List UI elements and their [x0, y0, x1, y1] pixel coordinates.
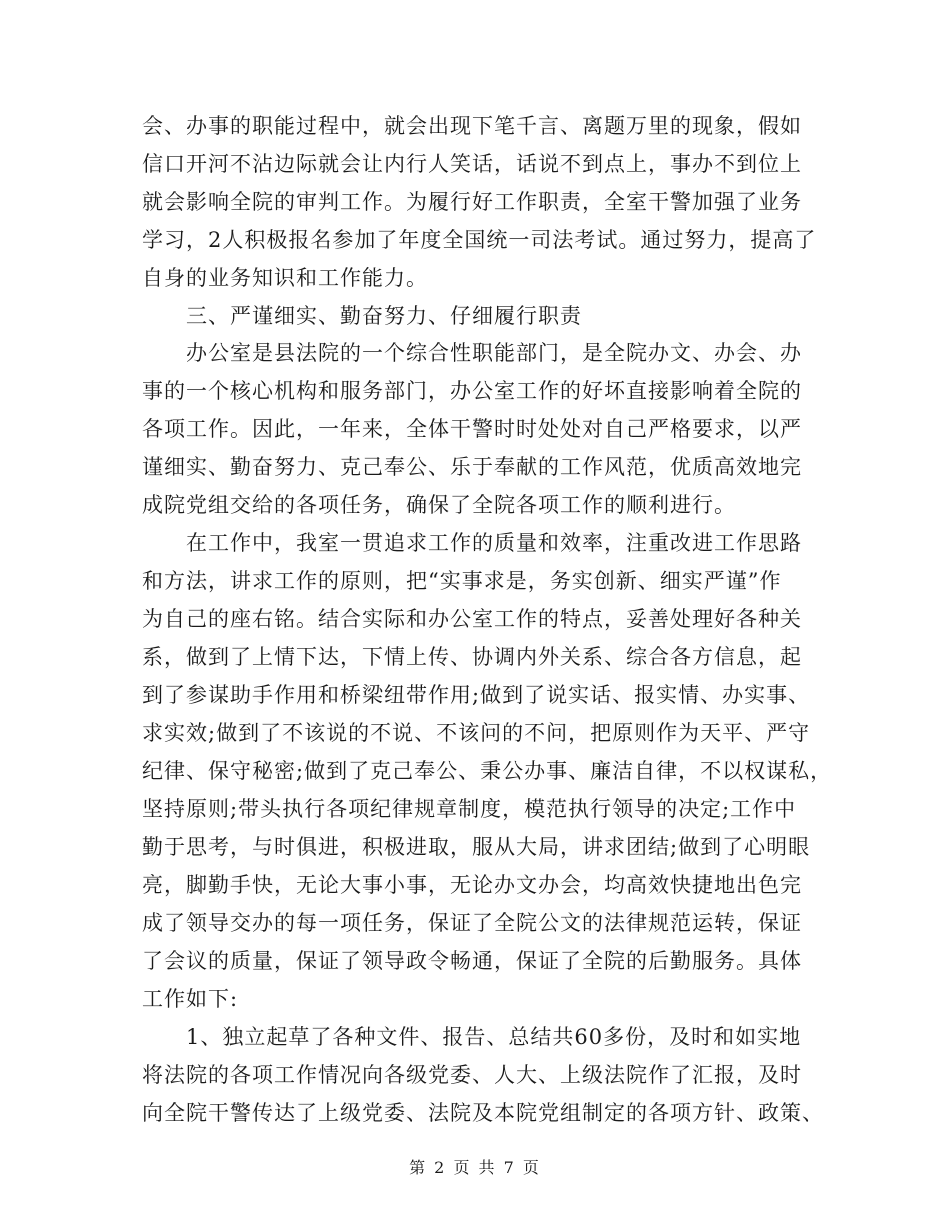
text-line: 自身的业务知识和工作能力。 — [142, 266, 428, 290]
text-line: 1、独立起草了各种文件、报告、总结共60多份，及时和如实地 — [186, 1025, 802, 1049]
text-line: 勤于思考，与时俱进，积极进取，服从大局，讲求团结;做到了心明眼 — [142, 835, 811, 859]
text-line: 求实效;做到了不该说的不说、不该问的不问，把原则作为天平、严守 — [142, 721, 811, 745]
text-line: 向全院干警传达了上级党委、法院及本院党组制定的各项方针、政策、 — [142, 1101, 824, 1125]
text-line: 在工作中，我室一贯追求工作的质量和效率，注重改进工作思路 — [186, 531, 802, 555]
text-line: 成了领导交办的每一项任务，保证了全院公文的法律规范运转，保证 — [142, 911, 802, 935]
text-line: 各项工作。因此，一年来，全体干警时时处处对自己严格要求，以严 — [142, 417, 802, 441]
text-line: 坚持原则;带头执行各项纪律规章制度，模范执行领导的决定;工作中 — [142, 797, 797, 821]
text-line: 为自己的座右铭。结合实际和办公室工作的特点，妥善处理好各种关 — [142, 607, 802, 631]
text-line: 和方法，讲求工作的原则，把“实事求是，务实创新、细实严谨”作 — [142, 569, 782, 593]
text-line: 办公室是县法院的一个综合性职能部门，是全院办文、办会、办 — [186, 341, 802, 365]
text-line: 学习，2人积极报名参加了年度全国统一司法考试。通过努力，提高了 — [142, 228, 817, 252]
text-line: 到了参谋助手作用和桥梁纽带作用;做到了说实话、报实情、办实事、 — [142, 683, 811, 707]
text-line: 成院党组交给的各项任务，确保了全院各项工作的顺利进行。 — [142, 493, 736, 517]
text-line: 会、办事的职能过程中，就会出现下笔千言、离题万里的现象，假如 — [142, 114, 802, 138]
text-line: 信口开河不沾边际就会让内行人笑话，话说不到点上，事办不到位上 — [142, 152, 802, 176]
text-line: 纪律、保守秘密;做到了克己奉公、秉公办事、廉洁自律，不以权谋私， — [142, 759, 833, 783]
text-line: 将法院的各项工作情况向各级党委、人大、上级法院作了汇报，及时 — [142, 1063, 802, 1087]
text-line: 就会影响全院的审判工作。为履行好工作职责，全室干警加强了业务 — [142, 190, 802, 214]
text-line: 了会议的质量，保证了领导政令畅通，保证了全院的后勤服务。具体 — [142, 949, 802, 973]
text-line: 系，做到了上情下达，下情上传、协调内外关系、综合各方信息，起 — [142, 645, 802, 669]
text-line: 事的一个核心机构和服务部门，办公室工作的好坏直接影响着全院的 — [142, 379, 802, 403]
text-line: 亮，脚勤手快，无论大事小事，无论办文办会，均高效快捷地出色完 — [142, 873, 802, 897]
text-line: 谨细实、勤奋努力、克己奉公、乐于奉献的工作风范，优质高效地完 — [142, 455, 802, 479]
page-number-footer: 第 2 页 共 7 页 — [409, 1158, 541, 1177]
section-heading: 三、严谨细实、勤奋努力、仔细履行职责 — [186, 304, 582, 328]
text-line: 工作如下: — [142, 987, 239, 1011]
